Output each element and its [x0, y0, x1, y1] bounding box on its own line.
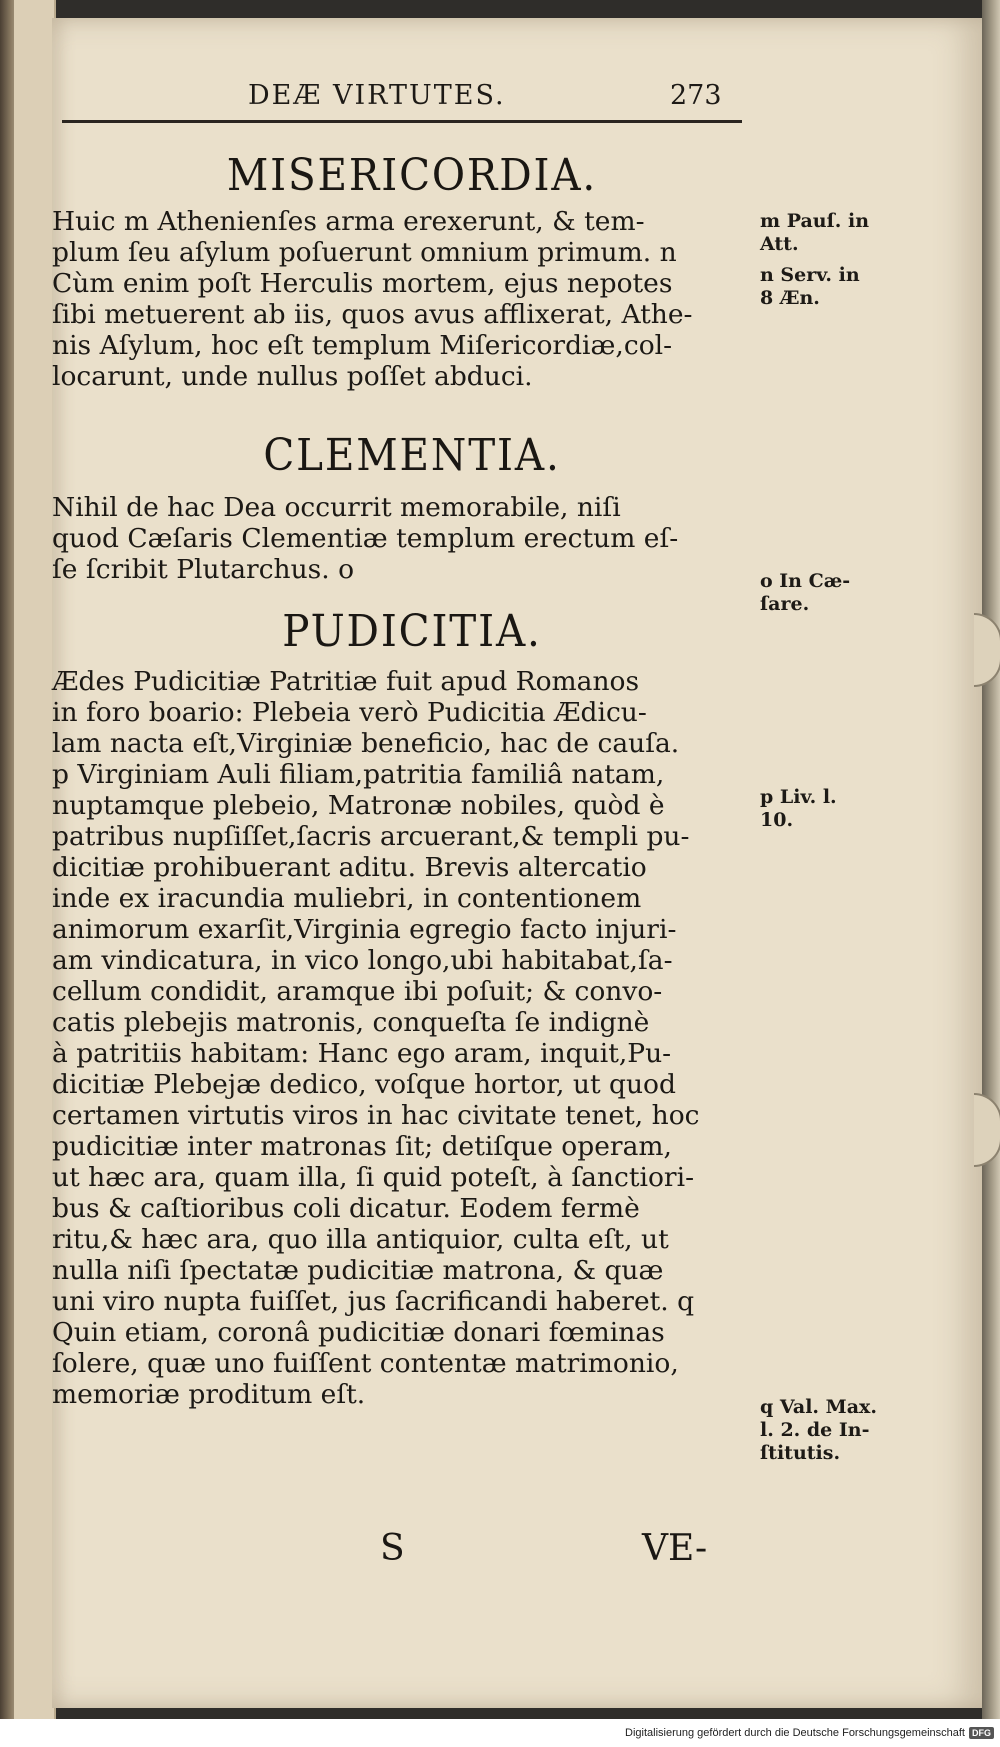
text-line: ritu,& hæc ara, quo illa antiquior, culta eſt, ut — [52, 1224, 669, 1255]
text-line: Nihil de hac Dea occurrit memorabile, niſi — [52, 492, 621, 523]
text-line: pudicitiæ inter matronas ſit; detiſque operam, — [52, 1131, 672, 1162]
margin-note-o — [760, 570, 940, 616]
margin-note-line: 8 Æn. — [760, 287, 820, 309]
margin-note-q — [760, 1396, 940, 1465]
paragraph-clementia — [52, 492, 772, 585]
text-line: p Virginiam Auli filiam,patritia familiâ natam, — [52, 759, 665, 790]
dfg-logo: DFG — [969, 1727, 994, 1739]
funding-credit: Digitalisierung gefördert durch die Deutsche Forschungsgemeinschaft — [625, 1727, 965, 1739]
signature-mark: S — [380, 1528, 405, 1569]
paragraph-misericordia — [52, 206, 772, 392]
text-line: plum ſeu aſylum poſuerunt omnium primum. n — [52, 237, 677, 268]
text-line: ſe ſcribit Plutarchus. o — [52, 554, 355, 585]
facing-page-edge — [14, 0, 56, 1730]
text-line: memoriæ proditum eſt. — [52, 1379, 366, 1410]
fore-edge-tab — [974, 613, 1000, 687]
margin-note-line: l. 2. de In- — [760, 1419, 870, 1441]
margin-note-line: Att. — [760, 233, 799, 255]
text-line: animorum exarſit,Virginia egregio facto injuri- — [52, 914, 677, 945]
catchword: VE- — [642, 1528, 708, 1569]
text-line: catis plebejis matronis, conqueſta ſe indignè — [52, 1007, 650, 1038]
margin-note-line: o In Cæ- — [760, 570, 851, 592]
margin-note-line: q Val. Max. — [760, 1396, 877, 1418]
text-line: certamen virtutis viros in hac civitate tenet, hoc — [52, 1100, 700, 1131]
page-number: 273 — [670, 80, 722, 111]
text-line: quod Cæſaris Clementiæ templum erectum eſ- — [52, 523, 679, 554]
text-line: lam nacta eſt,Virginiæ beneficio, hac de cauſa. — [52, 728, 680, 759]
margin-note-m — [760, 210, 940, 256]
section-heading-misericordia: MISERICORDIA. — [226, 150, 598, 201]
text-line: dicitiæ prohibuerant aditu. Brevis altercatio — [52, 852, 647, 883]
text-line: nuptamque plebeio, Matronæ nobiles, quòd è — [52, 790, 665, 821]
text-line: Ædes Pudicitiæ Patritiæ fuit apud Romanos — [52, 666, 640, 697]
book-page — [52, 18, 982, 1708]
text-line: nis Aſylum, hoc eſt templum Miſericordiæ,col- — [52, 330, 673, 361]
page-edge — [982, 0, 1000, 1747]
section-heading-pudicitia: PUDICITIA. — [282, 606, 542, 657]
text-line: uni viro nupta fuiſſet, jus ſacrificandi haberet. q — [52, 1286, 695, 1317]
margin-note-line: p Liv. l. — [760, 786, 837, 808]
text-line: inde ex iracundia muliebri, in contentionem — [52, 883, 642, 914]
digitization-footer — [0, 1719, 1000, 1747]
text-line: ſibi metuerent ab iis, quos avus afflixerat, Athe- — [52, 299, 693, 330]
margin-note-line: m Pauſ. in — [760, 210, 870, 232]
running-head: DEÆ VIRTUTES. — [248, 80, 506, 111]
margin-note-line: ſtitutis. — [760, 1442, 841, 1464]
margin-note-line: 10. — [760, 809, 794, 831]
text-line: am vindicatura, in vico longo,ubi habitabat,ſa- — [52, 945, 673, 976]
margin-note-line: n Serv. in — [760, 264, 860, 286]
text-line: ut hæc ara, quam illa, ſi quid poteſt, à ſanctiori- — [52, 1162, 695, 1193]
text-line: ſolere, quæ uno fuiſſent contentæ matrimonio, — [52, 1348, 679, 1379]
text-line: Cùm enim poſt Herculis mortem, ejus nepotes — [52, 268, 673, 299]
text-line: in foro boario: Plebeia verò Pudicitia Ædicu- — [52, 697, 647, 728]
fore-edge-tab — [974, 1093, 1000, 1167]
paragraph-pudicitia — [52, 666, 772, 1410]
text-line: patribus nupſiſſet,ſacris arcuerant,& templi pu- — [52, 821, 690, 852]
page-header — [52, 80, 982, 120]
text-line: bus & caſtioribus coli dicatur. Eodem fermè — [52, 1193, 640, 1224]
margin-note-line: ſare. — [760, 593, 810, 615]
margin-note-p — [760, 786, 940, 832]
section-heading-clementia: CLEMENTIA. — [263, 430, 561, 481]
text-line: Quin etiam, coronâ pudicitiæ donari fœminas — [52, 1317, 665, 1348]
text-line: cellum condidit, aramque ibi poſuit; & convo- — [52, 976, 663, 1007]
text-line: à patritiis habitam: Hanc ego aram, inquit,Pu- — [52, 1038, 672, 1069]
text-line: nulla niſi ſpectatæ pudicitiæ matrona, & quæ — [52, 1255, 664, 1286]
header-rule — [62, 120, 742, 123]
margin-note-n — [760, 264, 940, 310]
text-line: locarunt, unde nullus poſſet abduci. — [52, 361, 533, 392]
text-line: dicitiæ Plebejæ dedico, voſque hortor, ut quod — [52, 1069, 676, 1100]
text-line: Huic m Athenienſes arma erexerunt, & tem- — [52, 206, 645, 237]
